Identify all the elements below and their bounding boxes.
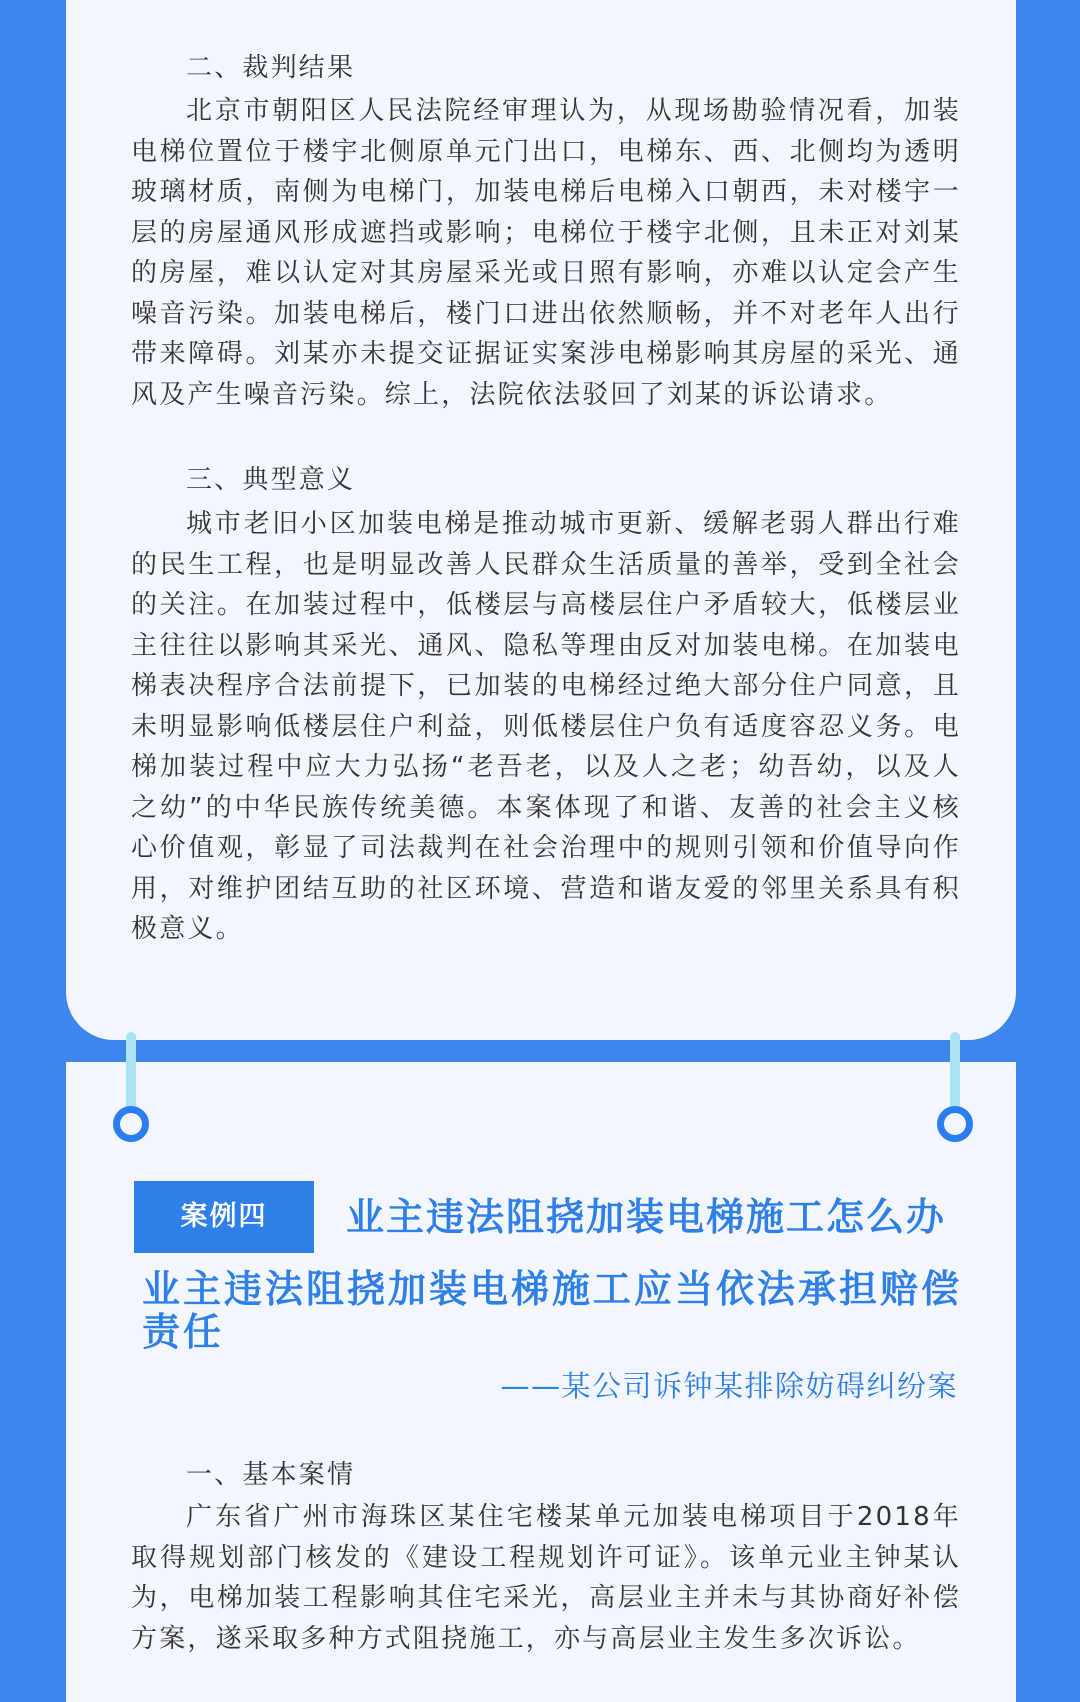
binder-ring-right-icon [937, 1106, 973, 1142]
section-text-significance: 城市老旧小区加装电梯是推动城市更新、缓解老弱人群出行难的民生工程，也是明显改善人民群众生活质量的善举，受到全社会的关注。在加装过程中，低楼层与高楼层住户矛盾较大，低楼层业主往往以影响其采光、通风、隐私等理由反对加装电梯。在加装电梯表决程序合法前提下，已加装的电梯经过绝大部分住户同意，且未明显影响低楼层住户利益，则低楼层住户负有适度容忍义务。电梯加装过程中应大力弘扬“老吾老，以及人之老；幼吾幼，以及人之幼”的中华民族传统美德。本案体现了和谐、友善的社会主义核心价值观，彰显了司法裁判在社会治理中的规则引领和价值导向作用，对维护团结互助的社区环境、营造和谐友爱的邻里关系具有积极意义。 [131, 509, 961, 944]
section-heading-basic-facts: 一、基本案情 [186, 1460, 356, 1490]
binder-ring-left-stem [126, 1032, 136, 1112]
binder-ring-left-icon [113, 1106, 149, 1142]
case-number-badge: 案例四 [134, 1181, 314, 1253]
section-heading-significance: 三、典型意义 [186, 465, 356, 495]
section-heading-judgment: 二、裁判结果 [186, 53, 356, 83]
section-text-basic-facts: 广东省广州市海珠区某住宅楼某单元加装电梯项目于2018年取得规划部门核发的《建设工程规划许可证》。该单元业主钟某认为，电梯加装工程影响其住宅采光，高层业主并未与其协商好补偿方案，遂采取多种方式阻挠施工，亦与高层业主发生多次诉讼。 [131, 1502, 961, 1654]
case-title: 业主违法阻挠加装电梯施工怎么办 [346, 1195, 947, 1239]
case-subtitle: ——某公司诉钟某排除妨碍纠纷案 [500, 1369, 958, 1403]
case-headline: 业主违法阻挠加装电梯施工应当依法承担赔偿责任 [142, 1267, 963, 1354]
binder-ring-right-stem [950, 1032, 960, 1112]
section-text-judgment: 北京市朝阳区人民法院经审理认为，从现场勘验情况看，加装电梯位置位于楼宇北侧原单元门出口，电梯东、西、北侧均为透明玻璃材质，南侧为电梯门，加装电梯后电梯入口朝西，未对楼宇一层的房屋通风形成遮挡或影响；电梯位于楼宇北侧，且未正对刘某的房屋，难以认定对其房屋采光或日照有影响，亦难以认定会产生噪音污染。加装电梯后，楼门口进出依然顺畅，并不对老年人出行带来障碍。刘某亦未提交证据证实案涉电梯影响其房屋的采光、通风及产生噪音污染。综上，法院依法驳回了刘某的诉讼请求。 [131, 96, 961, 410]
